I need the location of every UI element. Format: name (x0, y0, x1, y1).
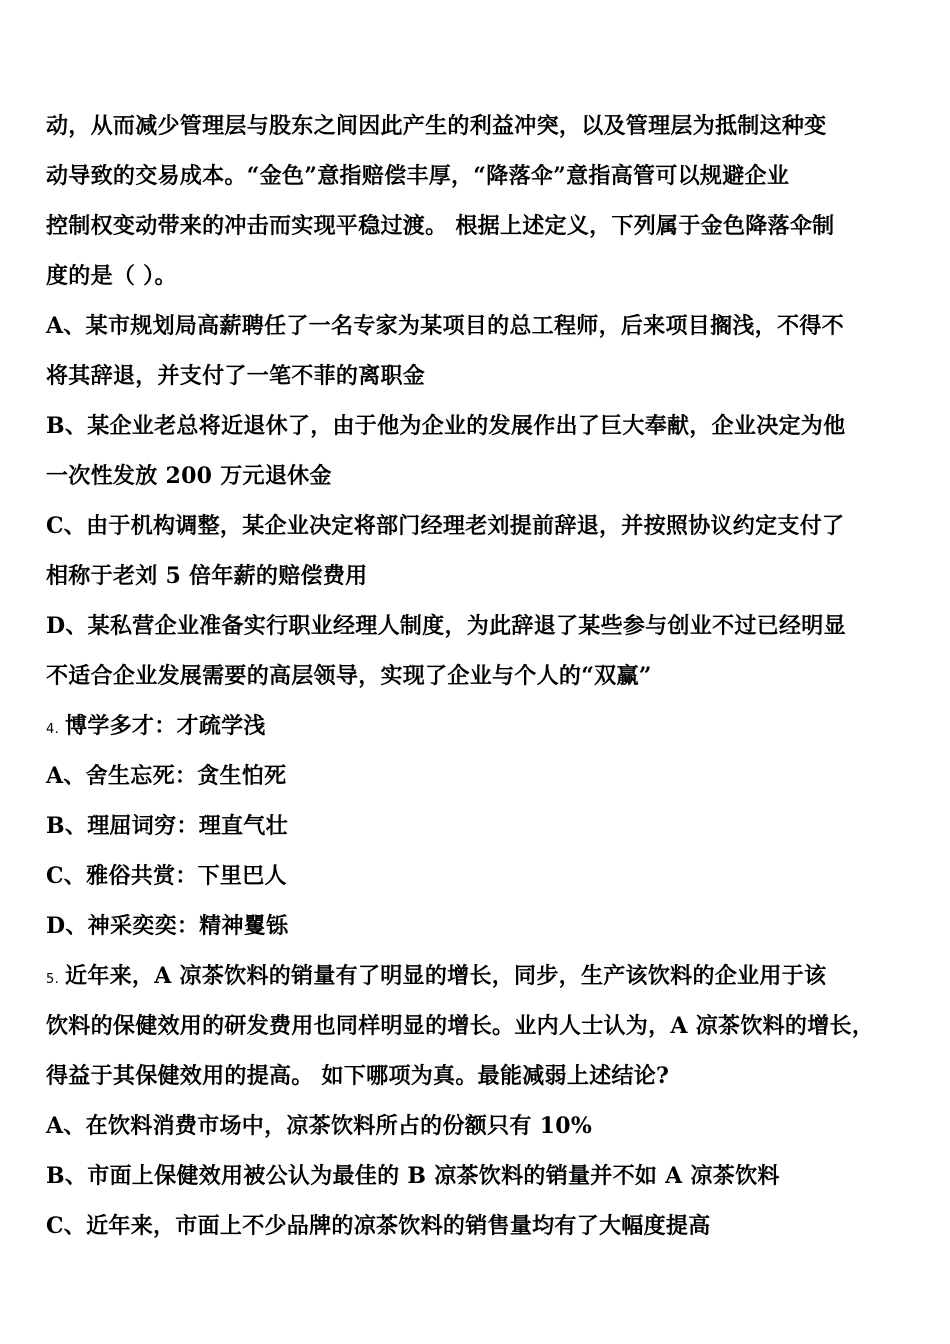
text-line: 控制权变动带来的冲击而实现平稳过渡。 根据上述定义，下列属于金色降落伞制 (46, 213, 835, 239)
question-4-stem (46, 701, 926, 751)
question-4-option-c: C、雅俗共赏：下里巴人 (46, 863, 287, 889)
option-c-line: 相称于老刘 5 倍年薪的赔偿费用 (46, 563, 368, 589)
question-5-option-c: C、近年来，市面上不少品牌的凉茶饮料的销售量均有了大幅度提高 (46, 1213, 711, 1239)
question-4-option-a: A、舍生忘死：贪生怕死 (46, 763, 287, 789)
text-line: 动导致的交易成本。“金色”意指赔偿丰厚，“降落伞”意指高管可以规避企业 (46, 163, 790, 189)
question-5-stem (46, 951, 926, 1001)
text-line: 度的是（ ）。 (46, 263, 177, 289)
option-a-line: A、某市规划局高薪聘任了一名专家为某项目的总工程师，后来项目搁浅，不得不 (46, 313, 844, 339)
option-d-line: 不适合企业发展需要的高层领导，实现了企业与个人的“双赢” (46, 663, 652, 689)
option-b-line: 一次性发放 200 万元退休金 (46, 463, 332, 489)
question-4-option-b: B、理屈词穷：理直气壮 (46, 813, 288, 839)
text-line: 动，从而减少管理层与股东之间因此产生的利益冲突，以及管理层为抵制这种变 (46, 113, 827, 139)
option-d-line: D、某私营企业准备实行职业经理人制度，为此辞退了某些参与创业不过已经明显 (46, 613, 846, 639)
question-number: 4. (46, 722, 60, 737)
option-a-line: 将其辞退，并支付了一笔不菲的离职金 (46, 363, 426, 389)
question-5-option-a: A、在饮料消费市场中，凉茶饮料所占的份额只有 10% (46, 1113, 593, 1139)
question-5-stem-line: 饮料的保健效用的研发费用也同样明显的增长。业内人士认为，A 凉茶饮料的增长， (46, 1013, 875, 1039)
document-page (46, 101, 926, 1251)
option-c-line: C、由于机构调整，某企业决定将部门经理老刘提前辞退，并按照协议约定支付了 (46, 513, 845, 539)
option-b-line: B、某企业老总将近退休了，由于他为企业的发展作出了巨大奉献，企业决定为他 (46, 413, 846, 439)
question-5-option-b: B、市面上保健效用被公认为最佳的 B 凉茶饮料的销量并不如 A 凉茶饮料 (46, 1163, 780, 1189)
question-text: 博学多才：才疏学浅 (65, 713, 266, 739)
question-5-stem-line: 得益于其保健效用的提高。 如下哪项为真。最能减弱上述结论? (46, 1063, 670, 1089)
question-text: 近年来，A 凉茶饮料的销量有了明显的增长，同步，生产该饮料的企业用于该 (65, 963, 827, 989)
question-number: 5. (46, 972, 60, 987)
question-4-option-d: D、神采奕奕：精神矍铄 (46, 913, 289, 939)
